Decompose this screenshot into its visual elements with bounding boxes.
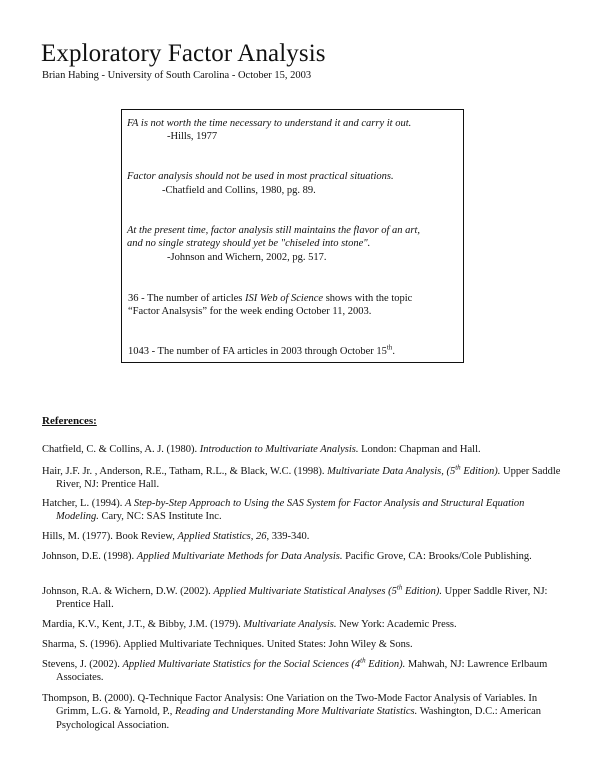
reference-item: Mardia, K.V., Kent, J.T., & Bibby, J.M. (1979). Multivariate Analysis. New York: Academic Press. <box>42 619 457 630</box>
stat-articles-line-2: “Factor Analsysis” for the week ending October 11, 2003. <box>128 306 372 317</box>
stat-year-text: 1043 - The number of FA articles in 2003 through October 15 <box>128 346 387 357</box>
quote-1-attribution: -Hills, 1977 <box>167 131 218 142</box>
stat-articles-post: shows with the topic <box>323 293 413 304</box>
stat-articles-source: ISI Web of Science <box>245 293 324 304</box>
reference-item: Chatfield, C. & Collins, A. J. (1980). Introduction to Multivariate Analysis. London: Chapman and Hall. <box>42 444 481 455</box>
quote-3-text-line-1: At the present time, factor analysis still maintains the flavor of an art, <box>127 225 421 236</box>
reference-item: Hair, J.F. Jr. , Anderson, R.E., Tatham, R.L., & Black, W.C. (1998). Multivariate Data Analysis, (5th Edition). Upper Saddle River, NJ: Prentice Hall. <box>42 463 561 491</box>
reference-item: Stevens, J. (2002). Applied Multivariate Statistics for the Social Sciences (4th Edition). Mahwah, NJ: Lawrence Erlbaum Associates. <box>42 656 548 684</box>
reference-item: Johnson, R.A. & Wichern, D.W. (2002). Applied Multivariate Statistical Analyses (5th Edition). Upper Saddle River, NJ: Prentice Hall. <box>42 583 548 611</box>
reference-item: Hatcher, L. (1994). A Step-by-Step Approach to Using the SAS System for Factor Analysis and Structural Equation Modeling. Cary, NC: SAS Institute Inc. <box>42 498 525 523</box>
quote-box <box>121 109 464 363</box>
stat-articles-pre: - The number of articles <box>138 293 246 304</box>
reference-item: Thompson, B. (2000). Q-Technique Factor Analysis: One Variation on the Two-Mode Factor Analysis of Variables. In Grimm, L.G. & Yarnold, P., Reading and Understanding More Multivariate Statistics. Washington, D.C.: American Psychological Association. <box>42 693 542 731</box>
quote-3-attribution: -Johnson and Wichern, 2002, pg. 517. <box>167 252 327 263</box>
quote-1-text: FA is not worth the time necessary to understand it and carry it out. <box>127 118 412 129</box>
stat-year-sup: th <box>386 343 393 352</box>
reference-item: Sharma, S. (1996). Applied Multivariate Techniques. United States: John Wiley & Sons. <box>42 639 413 650</box>
quote-2-attribution: -Chatfield and Collins, 1980, pg. 89. <box>162 185 316 196</box>
quote-2-text: Factor analysis should not be used in most practical situations. <box>127 171 394 182</box>
reference-item: Johnson, D.E. (1998). Applied Multivariate Methods for Data Analysis. Pacific Grove, CA: Brooks/Cole Publishing. <box>42 551 532 562</box>
stat-articles-line-1 <box>128 292 412 305</box>
quote-3-text-line-2: and no single strategy should yet be "chiseled into stone". <box>127 238 371 249</box>
stat-year-end: . <box>392 346 395 357</box>
stat-year-line <box>128 345 395 358</box>
references-heading: References: <box>42 415 97 427</box>
document-title: Exploratory Factor Analysis <box>41 40 326 67</box>
reference-item: Hills, M. (1977). Book Review, Applied Statistics, 26, 339-340. <box>42 531 310 542</box>
stat-articles-count: 36 <box>128 293 139 304</box>
author-line: Brian Habing - University of South Carolina - October 15, 2003 <box>42 70 312 81</box>
